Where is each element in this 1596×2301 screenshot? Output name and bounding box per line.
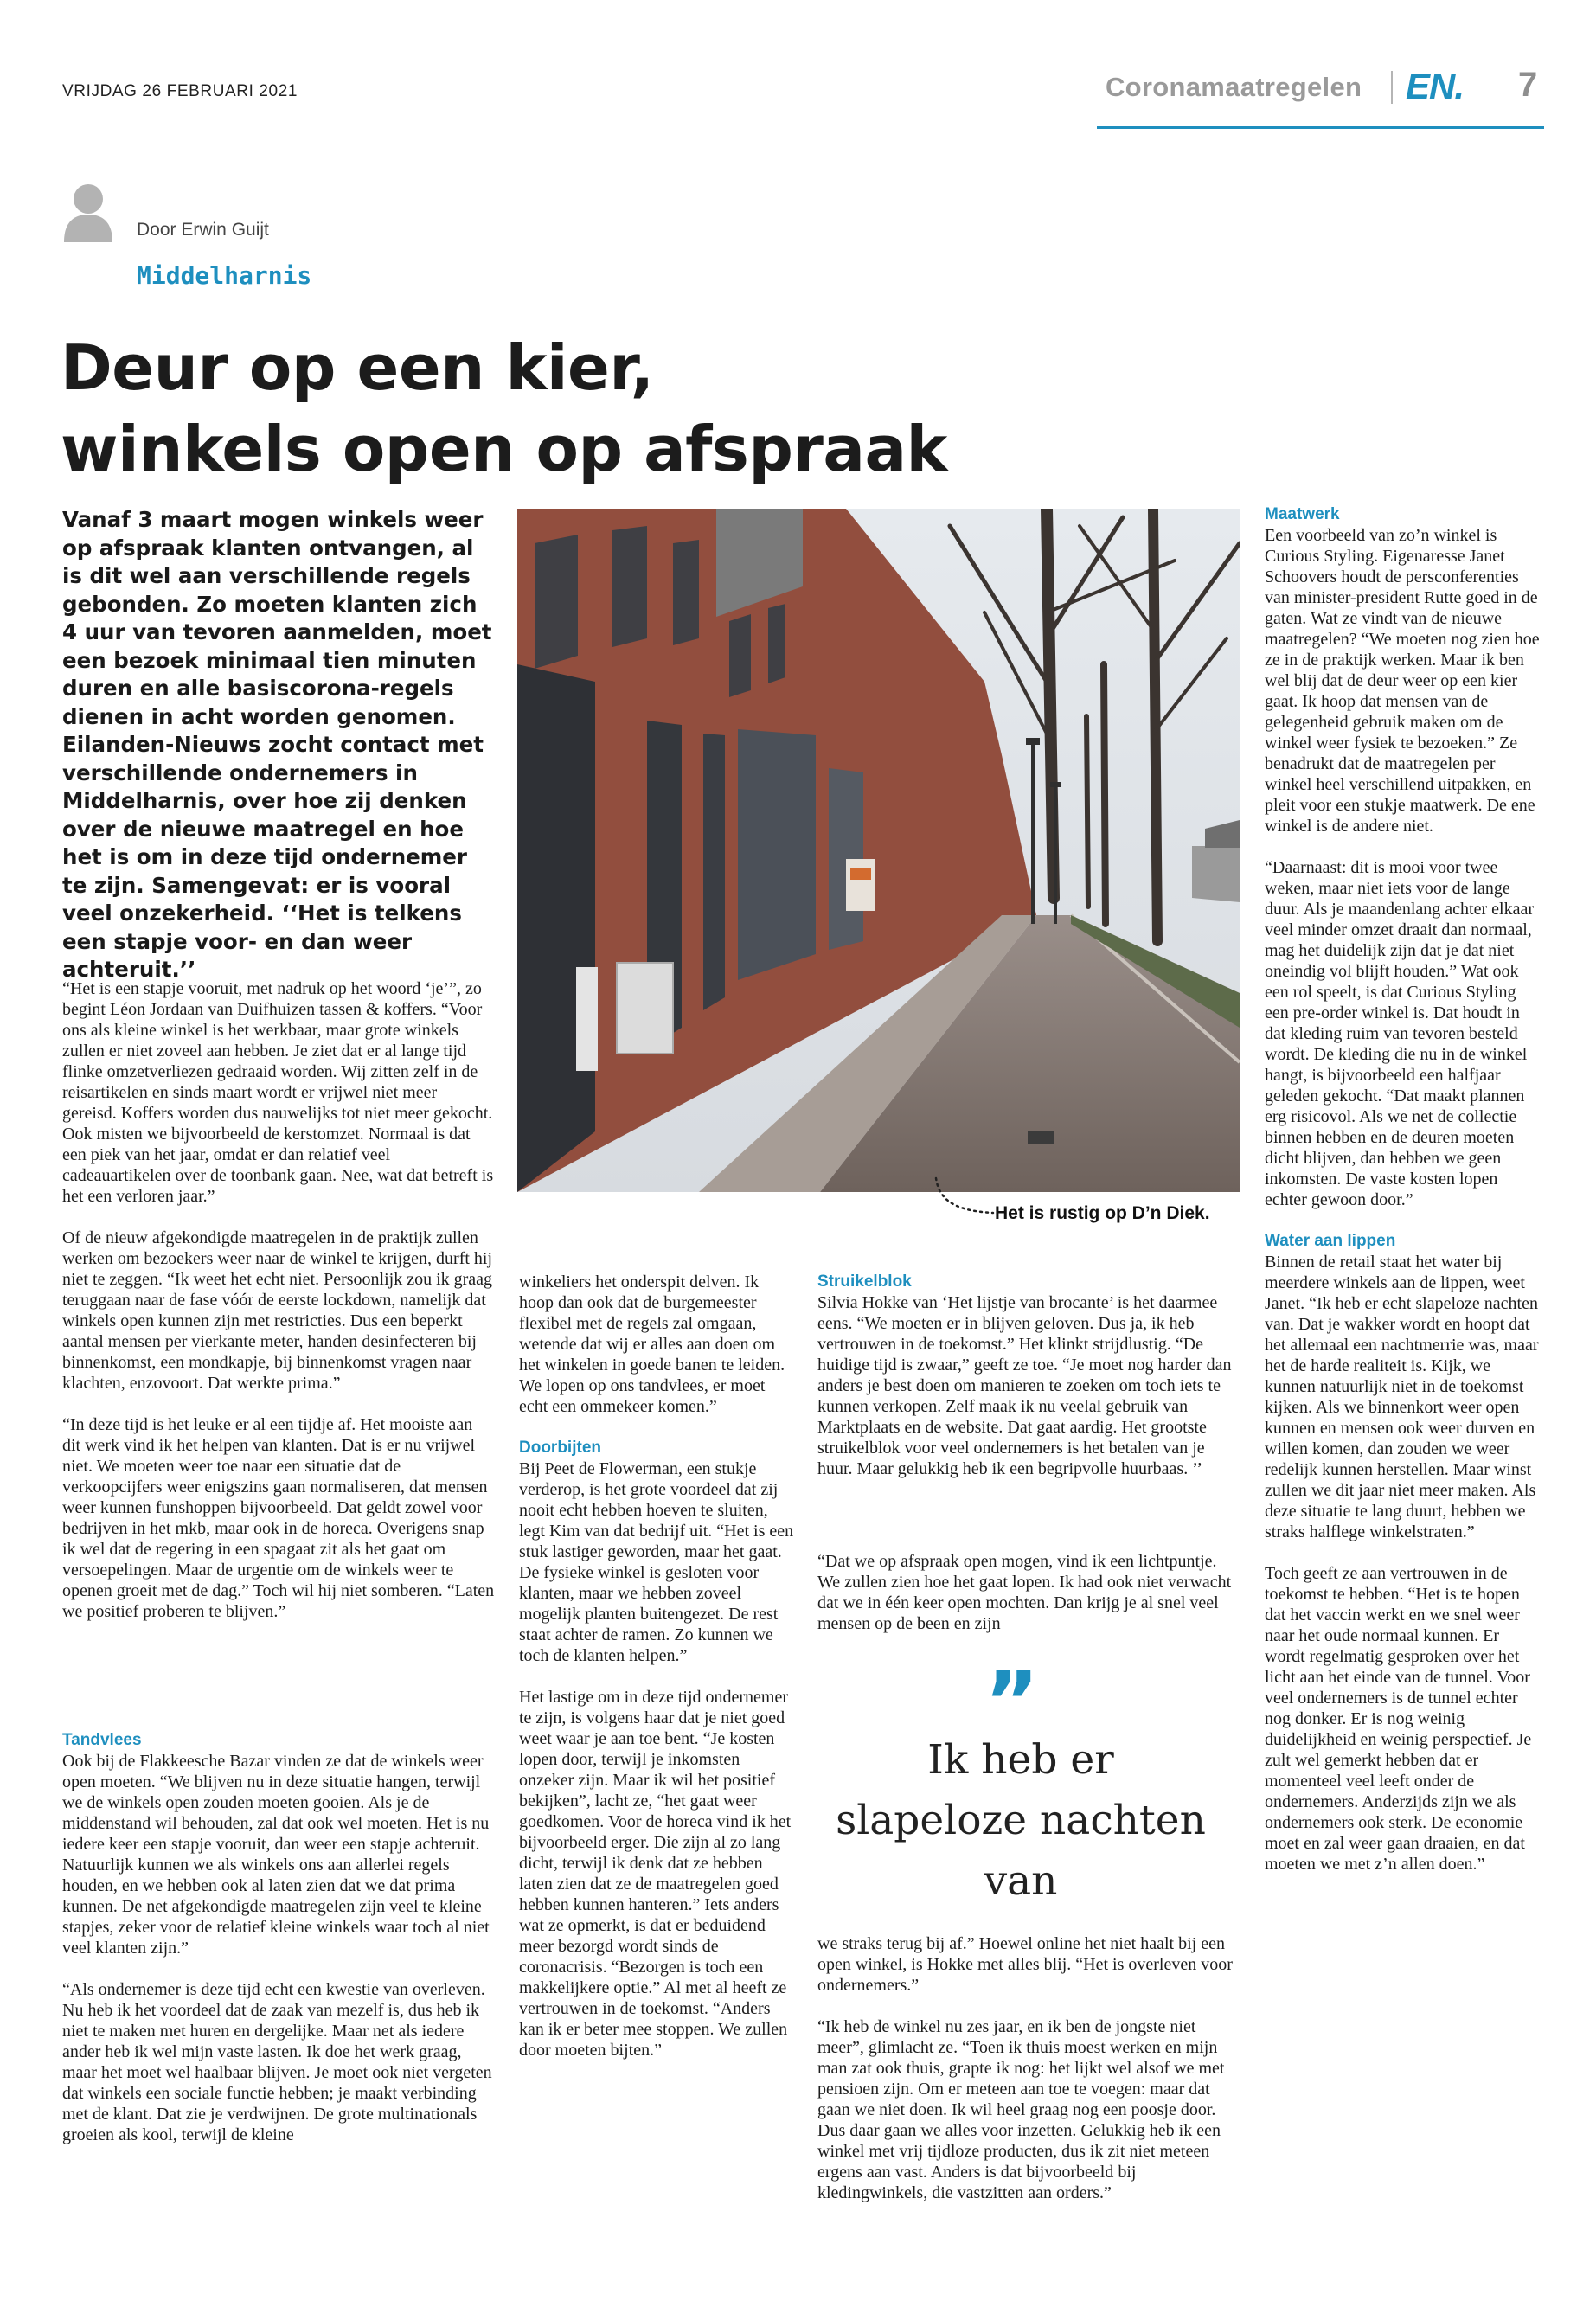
column-4 <box>1265 504 1542 1895</box>
section-title: Coronamaatregelen <box>1106 72 1362 102</box>
paragraph: “In deze tijd is het leuke er al een tijdje af. Het mooiste aan dit werk vind ik het helpen van klanten. Dat is er nu vrijwel niet. We moeten weer toe naar een situatie dat de verkoopcijfers weer enigszins gaan normaliseren, dat mensen weer kunnen funshoppen bijvoorbeeld. Dat geldt zowel voor bedrijven in het mkb, maar ook in de horeca. Overigens snap ik wel dat de regering in een spagaat zit als het gaat om versoepelingen. Maar de urgentie om de winkels weer te openen groeit met de dag.” Toch wil hij niet somberen. “Laten we positief proberen te blijven.” <box>62 1415 495 1621</box>
headline-line-1: Deur op een kier, <box>61 331 654 404</box>
author-avatar-icon <box>62 182 114 242</box>
paragraph: “Daarnaast: dit is mooi voor twee weken, maar niet iets voor de lange duur. Als je maandenlang achter elkaar veel minder omzet draait dan normaal, mag het duidelijk zijn dat je dat niet oneindig vol blijft houden.” Wat ook een rol speelt, is dat Curious Styling een pre-order winkel is. Dat houdt in dat kleding ruim van tevoren besteld wordt. De kleding die nu in de winkel hangt, is bijvoorbeeld een halfjaar geleden gekocht. “Dat maakt plannen erg risicovol. Als we net de collectie binnen hebben en de deuren moeten dicht blijven, dan hebben we geen inkomsten. De vaste kosten lopen echter gewoon door.” <box>1265 858 1534 1209</box>
column-3-bottom <box>817 1933 1241 2224</box>
subhead-doorbijten: Doorbijten <box>519 1439 601 1457</box>
paragraph: “Als ondernemer is deze tijd echt een kwestie van overleven. Nu heb ik het voordeel dat de zaak van mezelf is, dus heb ik niet te maken met huren en dergelijke. Maar net als iedere ander heb ik wel mijn vaste lasten. Ik doe het werk graag, maar het moet wel haalbaar blijven. Je moet ook niet vergeten dat winkels een sociale functie hebben; je maakt verbinding met de klant. Dat zie je verdwijnen. De grote multinationals groeien als kool, terwijl de kleine <box>62 1980 492 2144</box>
quote-mark-icon: ” <box>984 1654 1040 1751</box>
column-3-middle <box>817 1551 1241 1655</box>
paragraph: Toch geeft ze aan vertrouwen in de toekomst te hebben. “Het is te hopen dat het vaccin werkt en we snel weer naar het oude normaal kunnen. Er wordt regelmatig gesproken over het licht aan het einde van de tunnel. Voor veel ondernemers is de tunnel echter nog donker. Er is nog weinig duidelijkheid en weinig perspectief. Je zult wel gemerkt hebben dat er momenteel veel leeft onder de ondernemers. Anderzijds zijn we als ondernemers ook sterk. De economie moet en zal weer gaan draaien, en dat moeten we met z’n allen doen.” <box>1265 1564 1532 1874</box>
paragraph: “Het is een stapje vooruit, met nadruk op het woord ‘je’”, zo begint Léon Jordaan van Duifhuizen tassen & koffers. “Voor ons als kleine winkel is het werkbaar, maar grote winkels zullen er niet zoveel aan hebben. Je ziet dat er al lange tijd flinke omzetverliezen gedraaid worden. Wij zitten zelf in de reisartikelen en sinds maart wordt er vrijwel niet meer gereisd. Koffers worden dus nauwelijks tot niet meer gekocht. Ook misten we bijvoorbeeld de kerstomzet. Normaal is dat een piek van het jaar, omdat er dan relatief veel cadeauartikelen over de toonbank gaan. Nee, wat dat betreft is het een verloren jaar.” <box>62 979 494 1206</box>
paragraph: Een voorbeeld van zo’n winkel is Curious Styling. Eigenaresse Janet Schoovers houdt de persconferenties van minister-president Rutte goed in de gaten. Wat ze vindt van de nieuwe maatregelen? “We moeten nog zien hoe ze in de praktijk werken. Maar ik ben wel blij dat de deur weer op een kier gaat. Ik hoop dat mensen van de gelegenheid gebruik maken om de winkel weer fysiek te bezoeken.” Ze benadrukt dat de maatregelen per winkel heel verschillend uitpakken, en pleit voor een stukje maatwerk. De ene winkel is de andere niet. <box>1265 526 1540 836</box>
dateline-location: Middelharnis <box>137 261 312 290</box>
column-3-top <box>817 1272 1241 1500</box>
paragraph: “Dat we op afspraak open mogen, vind ik een lichtpuntje. We zullen zien hoe het gaat lopen. Ik had ook niet verwacht dat we in één keer open mochten. Dan krijg je al snel veel mensen op de been en zijn <box>817 1552 1232 1633</box>
issue-date: VRIJDAG 26 FEBRUARI 2021 <box>62 82 298 100</box>
subhead-tandvlees: Tandvlees <box>62 1731 142 1749</box>
paragraph: Het lastige om in deze tijd ondernemer te zijn, is volgens haar dat je niet goed weet waar je aan toe bent. “Je kosten lopen door, terwijl je inkomsten onzeker zijn. Maar ik wil het positief bekijken”, lacht ze, “het gaat weer goedkomen. Voor de horeca vind ik het bijvoorbeeld erger. Die zijn al zo lang dicht, terwijl ik denk dat ze hebben laten zien dat ze de maatregelen goed hebben kunnen hanteren.” Iets anders wat ze opmerkt, is dat er beduidend meer bezorgd wordt sinds de coronacrisis. “Bezorgen is toch een makkelijkere optie.” Al met al heeft ze vertrouwen in de toekomst. “Anders kan ik er beter mee stoppen. We zullen door moeten bijten.” <box>519 1688 792 2060</box>
paragraph: Binnen de retail staat het water bij meerdere winkels aan de lippen, weet Janet. “Ik heb er echt slapeloze nachten van. Dat je wakker wordt en hoopt dat het allemaal een nachtmerrie was, maar het de harde realiteit is. Kijk, we kunnen natuurlijk niet in de toekomst kijken. Als we binnenkort weer open kunnen en mensen ook weer durven en willen komen, dan zouden we weer redelijk kunnen herstellen. Maar winst zullen we dit jaar niet meer maken. Als deze situatie te lang duurt, hebben we straks halflege winkelstraten.” <box>1265 1253 1539 1541</box>
street-photo-illustration <box>517 509 1240 1192</box>
header-rule <box>1097 126 1544 129</box>
subhead-struikelblok: Struikelblok <box>817 1272 912 1291</box>
author-byline: Door Erwin Guijt <box>137 220 269 240</box>
article-headline <box>61 327 1358 490</box>
headline-line-2: winkels open op afspraak <box>61 413 947 485</box>
paragraph: Of de nieuw afgekondigde maatregelen in de praktijk zullen werken om bezoekers weer naar de winkel te krijgen, durft hij niet te zeggen. “Ik weet het echt niet. Persoonlijk zou ik graag teruggaan naar de fase vóór de eerste lockdown, namelijk dat winkels open kunnen zijn met restricties. Dus een beperkt aantal mensen per vierkante meter, handen desinfecteren bij binnenkomst, een mondkapje, bij binnenkomst vragen naar klachten, enzovoort. Dat werkte prima.” <box>62 1228 493 1393</box>
street-photo <box>517 509 1240 1192</box>
paragraph: Bij Peet de Flowerman, een stukje verderop, is het grote voordeel dat zij nooit echt hebben hoeven te sluiten, legt Kim van dat bedrijf uit. “Het is een stuk lastiger geworden, maar het gaat. De fysieke winkel is gesloten voor klanten, maar we hebben zoveel mogelijk planten buitengezet. De rest staat achter de ramen. Zo kunnen we toch de klanten helpen.” <box>519 1459 794 1665</box>
paragraph: Ook bij de Flakkeesche Bazar vinden ze dat de winkels weer open moeten. “We blijven nu in deze situatie hangen, terwijl we de winkels open zouden moeten gooien. Als je de middenstand wil behouden, zal dat ook wel moeten. Het is nu iedere keer een stapje vooruit, dan weer een stapje achteruit. Natuurlijk kunnen we als winkels ons aan allerlei regels houden, en we hebben ook al laten zien dat we dat prima kunnen. De net afgekondigde maatregelen zijn veel te kleine stapjes, zeker voor de relatief kleine winkels waar toch al niet veel klanten zijn.” <box>62 1752 490 1958</box>
pull-quote: Ik heb er slapeloze nachten van <box>836 1736 1206 1905</box>
column-1-bottom <box>62 1730 495 2166</box>
caption-pointer <box>933 1176 1002 1220</box>
paragraph: Silvia Hokke van ‘Het lijstje van brocante’ is het daarmee eens. “We moeten er in blijven geloven. Dus ja, ik heb vertrouwen in de toekomst.” Het klinkt strijdlustig. “De huidige tijd is zwaar,” geeft ze toe. “Je moet nog harder dan anders je best doen om manieren te zoeken om toch iets te kunnen verkopen. Zelf maak ik nu veelal gebruik van Marktplaats en de website. Dat gaat aardig. Het grootste struikelblok voor veel ondernemers is het betalen van je huur. Maar gelukkig heb ik een begripvolle huurbaas. ’’ <box>817 1293 1232 1478</box>
paragraph: “Ik heb de winkel nu zes jaar, en ik ben de jongste niet meer”, glimlacht ze. “Toen ik thuis moest werken en mijn man zat ook thuis, grapte ik nog: het lijkt wel alsof we met pensioen zijn. Om er meteen aan toe te voegen: maar dat gaan we niet doen. Ik wil heel graag nog een poosje door. Dus daar gaan we alles voor inzetten. Gelukkig heb ik een winkel met vrij tijdloze producten, dus ik zit niet meteen ergens aan vast. Anders is dat bijvoorbeeld bij kledingwinkels, die vastzitten aan orders.” <box>817 2017 1225 2202</box>
column-2 <box>519 1272 794 2081</box>
page-number: 7 <box>1518 66 1538 104</box>
photo-caption: Het is rustig op D’n Diek. <box>995 1203 1210 1223</box>
subhead-maatwerk: Maatwerk <box>1265 505 1340 523</box>
subhead-water-aan-lippen: Water aan lippen <box>1265 1232 1396 1250</box>
paragraph: winkeliers het onderspit delven. Ik hoop dan ook dat de burgemeester flexibel met de regels zal omgaan, wetende dat wij er alles aan doen om het winkelen in goede banen te leiden. We lopen op ons tandvlees, er moet echt een ommekeer komen.” <box>519 1272 785 1416</box>
section-divider <box>1391 71 1393 104</box>
newspaper-logo: EN. <box>1406 66 1465 106</box>
column-1-top <box>62 978 495 1643</box>
paragraph: we straks terug bij af.” Hoewel online het niet haalt bij een open winkel, is Hokke met alles blij. “Het is overleven voor ondernemers.” <box>817 1934 1233 1995</box>
article-intro: Vanaf 3 maart mogen winkels weer op afspraak klanten ontvangen, al is dit wel aan verschillende regels gebonden. Zo moeten klanten zich 4 uur van tevoren aanmelden, moet een bezoek minimaal tien minuten duren en alle basiscorona-regels dienen in acht worden genomen. Eilanden-Nieuws zocht contact met verschillende ondernemers in Middelharnis, over hoe zij denken over de nieuwe maatregel en hoe het is om in deze tijd ondernemer te zijn. Samengevat: er is vooral veel onzekerheid. ‘‘Het is telkens een stapje voor- en dan weer achteruit.’’ <box>62 507 492 982</box>
